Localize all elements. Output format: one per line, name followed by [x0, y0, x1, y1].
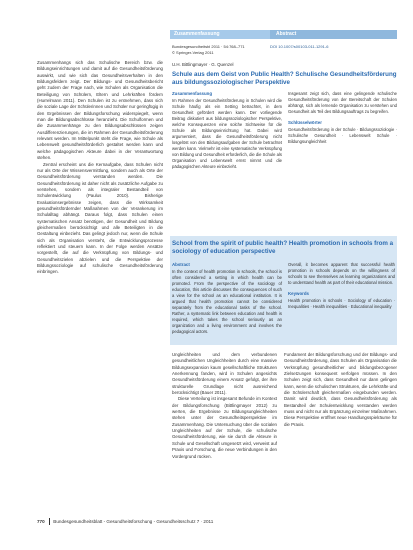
zusammenfassung-text-2: Insgesamt zeigt sich, dass eine gelingende schulische Gesundheitsförderung von der Bereitschaft der Schulen abhängt, sich als lernende Organisation zu verstehen und Gesundheit als Teil des Bildungsauftrags zu begreifen. [288, 91, 397, 114]
footer-divider [49, 518, 50, 525]
tab-abstract[interactable]: Abstract [270, 30, 397, 39]
paragraph: Diese Verteilung ist insgesamt Befunde im Kontext der Bildungsforschung (Bittlingmayer 2012) zu werten, die Ergebnisse zu Bildungsungleichheiten stehen unter der Gesundheitsperspektive im Zusammenhang. Die Untersuchung über die sozialen Ungleichheiten auf der Schule, die schulische Gesundheitsförderung, wie sie durch die Akteure in Schule und Gesellschaft umgesetzt wird, verweist auf Praxis und Forschung, die neue Verbindungen in den Vordergrund rücken. [172, 396, 277, 459]
zusammenfassung-heading: Zusammenfassung [172, 91, 213, 96]
tab-zusammenfassung[interactable]: Zusammenfassung [170, 30, 270, 39]
title-german: Schule aus dem Geist von Public Health? Schulische Gesundheitsförderung aus bildungssoziologischer Perspektive [172, 71, 397, 86]
abstract-text: In the context of health promotion in schools, the school is often considered a setting in which health can be promoted. From the perspective of the sociology of education, this article discusses the consequences of such a view for the school as an educational institution. It is argued that health promotion cannot be considered separately from the educational tasks of the school. Rather, a systematic link between education and health is required, which takes the school seriously as an organization and a living environment and involves the pedagogical actors. [172, 269, 282, 334]
page-footer [37, 518, 397, 525]
schluesselwoerter: Gesundheitsförderung in der Schule · Bildungssoziologie · Schulische Gesundheit · Lebenswelt Schule · Bildungsungleichheit [288, 127, 397, 144]
paragraph: Zusammenhangs sich das Schulische Bereich bzw. die Bildungseinrichtungen und damit auf die Gesundheitsförderung auswirkt, und wie sich das Gesundheitsverhalten in den Bildungsfeldern zeigt. Der Bildungs- und Gesundheitsbericht geht zudem der Frage nach, wie Schulen als Organisation die Beteiligung von Schülern, Eltern und Lehrkräften fördern (Hurrelmann 2011). Den Schulen ist zu entnehmen, dass sich die soziale Lage der Schülerinnen und Schüler nur geringfügig in den Ergebnissen der Bildungsforschung widerspiegelt, wenn man die Bildungsabschlüsse heranzieht. Die Schulformen und die Zusammenhänge zu den Bildungsabschlüssen zeigen Ausdifferenzierungen, die im Rahmen der Gesundheitsförderung relevant werden. Im Mittelpunkt steht die Frage, wie Schule als Lebenswelt gesundheitsförderlich gestaltet werden kann und welche pädagogischen Akteure dabei in der Verantwortung stehen. [37, 60, 163, 161]
body-text-column-2 [284, 352, 397, 428]
journal-footer: Bundesgesundheitsblatt - Gesundheitsforschung - Gesundheitsschutz 7 · 2011 [53, 519, 214, 524]
body-text-column-1 [172, 352, 277, 460]
authors: U.H. Bittlingmayer · G. Quenzel [172, 62, 234, 67]
abstract-continued [288, 262, 395, 310]
language-tab-bar [170, 30, 397, 39]
article-meta [172, 44, 397, 56]
keywords-heading: Keywords [288, 291, 309, 296]
left-text-column [37, 60, 163, 276]
copyright: © Springer-Verlag 2011 [172, 50, 214, 55]
schluesselwoerter-heading: Schlüsselwörter [288, 120, 322, 125]
abstract-text-2: Overall, it becomes apparent that successful health promotion in schools depends on the willingness of schools to see themselves as learning organizations and to understand health as part of their educational mission. [288, 262, 395, 285]
paragraph: Fundament der Bildungsforschung und der Bildungs- und Gesundheitsförderung, dass Schulen als Organisation die Verknüpfung gesundheitlicher und bildungsbezogener Zielsetzungen konsequent verfolgen müssen. In den Schulen zeigt sich, dass Gesundheit nur dann gelingen kann, wenn die schulischen Strukturen, die Lehrkräfte und die Schülerschaft gleichermaßen eingebunden werden. Damit wird deutlich, dass Gesundheitsförderung als Bestandteil der Schulentwicklung verstanden werden muss und nicht nur als Ergänzung einzelner Maßnahmen. Diese Perspektive eröffnet neue Handlungsspielräume für die Praxis. [284, 352, 398, 427]
paragraph: Zentral erscheint uns die Kernaufgabe, dass Schulen nicht nur als Orte der Wissensvermittlung, sondern auch als Orte der Gesundheitsförderung verstanden werden. Die Gesundheitsförderung ist daher nicht als zusätzliche Aufgabe zu verstehen, sondern als integraler Bestandteil von Schulentwicklung (Paulus 2010). Bisherige Evaluationsergebnisse zeigen, dass die Wirksamkeit gesundheitsfördernder Maßnahmen von der Verankerung im Schulalltag abhängt. Daraus folgt, dass Schulen einen systematischen Ansatz benötigen, der Gesundheit und Bildung gleichermaßen berücksichtigt und alle Beteiligten in die Gestaltung einbezieht. Das gelingt jedoch nur, wenn die Schule sich als Organisation versteht, die Entwicklungsprozesse reflektiert und steuern kann. In der Folge werden Ansätze vorgestellt, die auf die Verknüpfung von Bildungs- und Gesundheitszielen abzielen und die Perspektive der Bildungssoziologie auf schulische Gesundheitsförderung einbringen. [37, 161, 163, 275]
abstract-heading: Abstract [172, 262, 190, 267]
paragraph: Ungleichheiten und dem verbundenen gesundheitlichen Ungleichheiten durch eine massive Bildungsexpansion kaum gesellschaftliche Strukturen Anerkennung fanden, wird in Schulen angesichts Gesundheitsförderung einem Ansatz gefolgt, der ihre strukturelle Grundlage nicht ausreichend berücksichtigt (Bauer 2011). [172, 352, 277, 396]
keywords: Health promotion in schools · Sociology of education · Inequalities · Health inequalities · Educational inequality [288, 298, 395, 309]
zusammenfassung-block [172, 91, 282, 170]
zusammenfassung-text: Im Rahmen der Gesundheitsförderung in Schulen wird die Schule häufig als ein Setting betrachtet, in dem Gesundheit gefördert werden kann. Der vorliegende Beitrag diskutiert aus bildungssoziologischer Perspektive, welche Konsequenzen eine solche Sichtweise für die Schule als Bildungseinrichtung hat. Dabei wird argumentiert, dass die Gesundheitsförderung nicht losgelöst von den Bildungsaufgaben der Schule betrachtet werden kann. Vielmehr ist eine systematische Verknüpfung von Bildung und Gesundheit erforderlich, die die Schule als Organisation und Lebenswelt ernst nimmt und die pädagogischen Akteure einbezieht. [172, 98, 282, 169]
abstract-block [172, 262, 282, 335]
journal-citation: Bundesgesundheitsbl 2011 · 54:768–771 [172, 44, 245, 49]
title-english: School from the spirit of public health? Health promotion in schools from a sociology of education perspective [172, 240, 394, 255]
page-number: 770 [37, 519, 45, 524]
doi-link[interactable]: DOI 10.1007/s00103-011-1291-6 [270, 44, 329, 49]
zusammenfassung-continued [288, 91, 397, 145]
